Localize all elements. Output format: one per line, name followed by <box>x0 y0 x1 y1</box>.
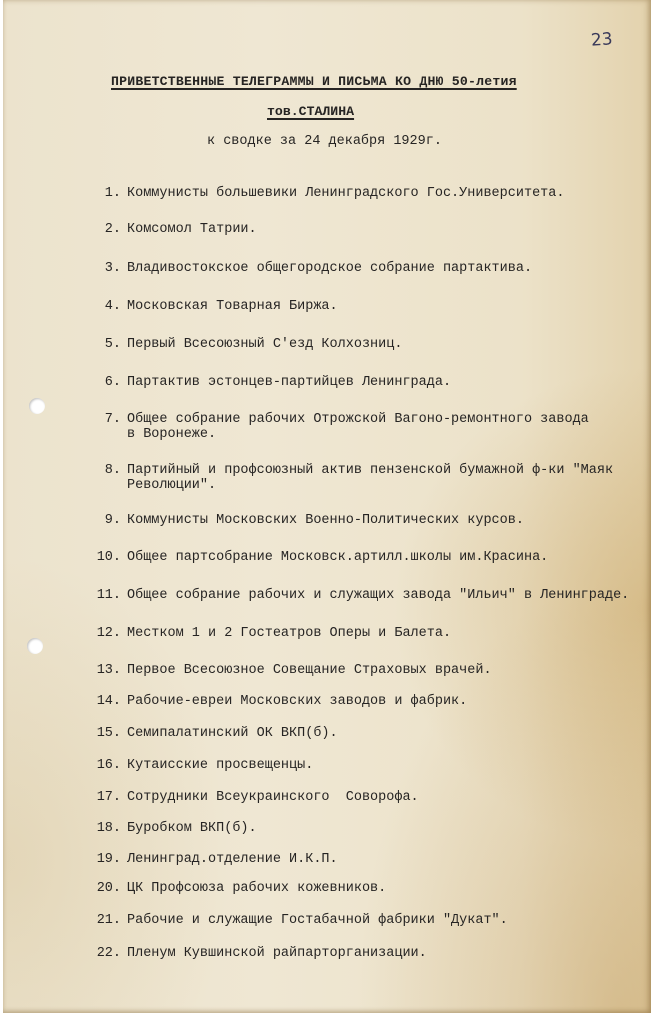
item-number: 5. <box>104 337 121 352</box>
item-number: 13. <box>96 663 121 678</box>
item-number: 16. <box>96 758 121 773</box>
list-item <box>91 412 589 442</box>
list-item <box>91 626 451 641</box>
item-number: 8. <box>104 463 121 478</box>
list-item <box>91 550 548 565</box>
item-number: 9. <box>104 513 121 528</box>
list-item <box>91 913 508 928</box>
item-text: Владивостокское общегородское собрание партактива. <box>127 261 533 276</box>
document-title-name: тов.СТАЛИНА <box>267 104 355 119</box>
document-subtitle: к сводке за 24 декабря 1929г. <box>207 134 442 149</box>
item-text: Ленинград.отделение И.К.П. <box>127 852 338 867</box>
item-number: 19. <box>96 852 121 867</box>
list-item <box>91 790 419 805</box>
list-item <box>91 663 492 678</box>
item-number: 6. <box>104 375 121 390</box>
item-text: Буробком ВКП(б). <box>127 821 257 836</box>
item-number: 2. <box>104 222 121 237</box>
list-item <box>91 821 257 836</box>
item-number: 11. <box>96 588 121 603</box>
item-text: Рабочие-евреи Московских заводов и фабрик. <box>127 694 468 709</box>
document-title: ПРИВЕТСТВЕННЫЕ ТЕЛЕГРАММЫ И ПИСЬМА КО ДНЮ 50-летия <box>111 74 517 89</box>
item-text: Пленум Кувшинской райпарторганизации. <box>127 946 427 961</box>
item-number: 3. <box>104 261 121 276</box>
punch-hole <box>29 398 45 414</box>
item-text: Общее собрание рабочих и служащих завода "Ильич" в Ленинграде. <box>127 588 630 603</box>
item-number: 15. <box>96 726 121 741</box>
item-number: 21. <box>96 913 121 928</box>
list-item <box>91 186 564 201</box>
list-item <box>91 881 386 896</box>
list-item <box>91 852 338 867</box>
item-text: Первое Всесоюзное Совещание Страховых врачей. <box>127 663 492 678</box>
item-text: Рабочие и служащие Гостабачной фабрики "Дукат". <box>127 913 508 928</box>
item-text: Партактив эстонцев-партийцев Ленинграда. <box>127 375 452 390</box>
item-text: Комсомол Татрии. <box>127 222 257 237</box>
item-text: Общее партсобрание Московск.артилл.школы им.Красина. <box>127 550 549 565</box>
list-item <box>91 463 613 493</box>
item-text: ЦК Профсоюза рабочих кожевников. <box>127 881 387 896</box>
document-page <box>3 0 651 1013</box>
item-number: 18. <box>96 821 121 836</box>
item-text: Сотрудники Всеукраинского Соворофа. <box>127 790 419 805</box>
item-text: Коммунисты большевики Ленинградского Гос.Университета. <box>127 186 565 201</box>
item-text: Партийный и профсоюзный актив пензенской бумажной ф-ки "Маяк Революции". <box>127 463 614 493</box>
item-number: 1. <box>104 186 121 201</box>
list-item <box>91 261 532 276</box>
page-number: 23 <box>590 29 614 51</box>
item-number: 22. <box>96 946 121 961</box>
item-text: Московская Товарная Биржа. <box>127 299 338 314</box>
item-text: Общее собрание рабочих Отрожской Вагоно-ремонтного завода в Воронеже. <box>127 412 589 442</box>
item-number: 12. <box>96 626 121 641</box>
list-item <box>91 375 451 390</box>
list-item <box>91 337 402 352</box>
item-number: 17. <box>96 790 121 805</box>
list-item <box>91 299 338 314</box>
item-text: Местком 1 и 2 Гостеатров Оперы и Балета. <box>127 626 452 641</box>
punch-hole <box>27 638 43 654</box>
item-text: Семипалатинский ОК ВКП(б). <box>127 726 338 741</box>
item-number: 7. <box>104 412 121 427</box>
item-text: Первый Всесоюзный С'езд Колхозниц. <box>127 337 403 352</box>
list-item <box>91 726 338 741</box>
item-number: 20. <box>96 881 121 896</box>
list-item <box>91 758 313 773</box>
item-number: 14. <box>96 694 121 709</box>
item-number: 10. <box>96 550 121 565</box>
item-number: 4. <box>104 299 121 314</box>
list-item <box>91 694 467 709</box>
list-item <box>91 946 427 961</box>
item-text: Коммунисты Московских Военно-Политических курсов. <box>127 513 524 528</box>
list-item <box>91 222 257 237</box>
item-text: Кутаисские просвещенцы. <box>127 758 314 773</box>
list-item <box>91 513 524 528</box>
list-item <box>91 588 629 603</box>
